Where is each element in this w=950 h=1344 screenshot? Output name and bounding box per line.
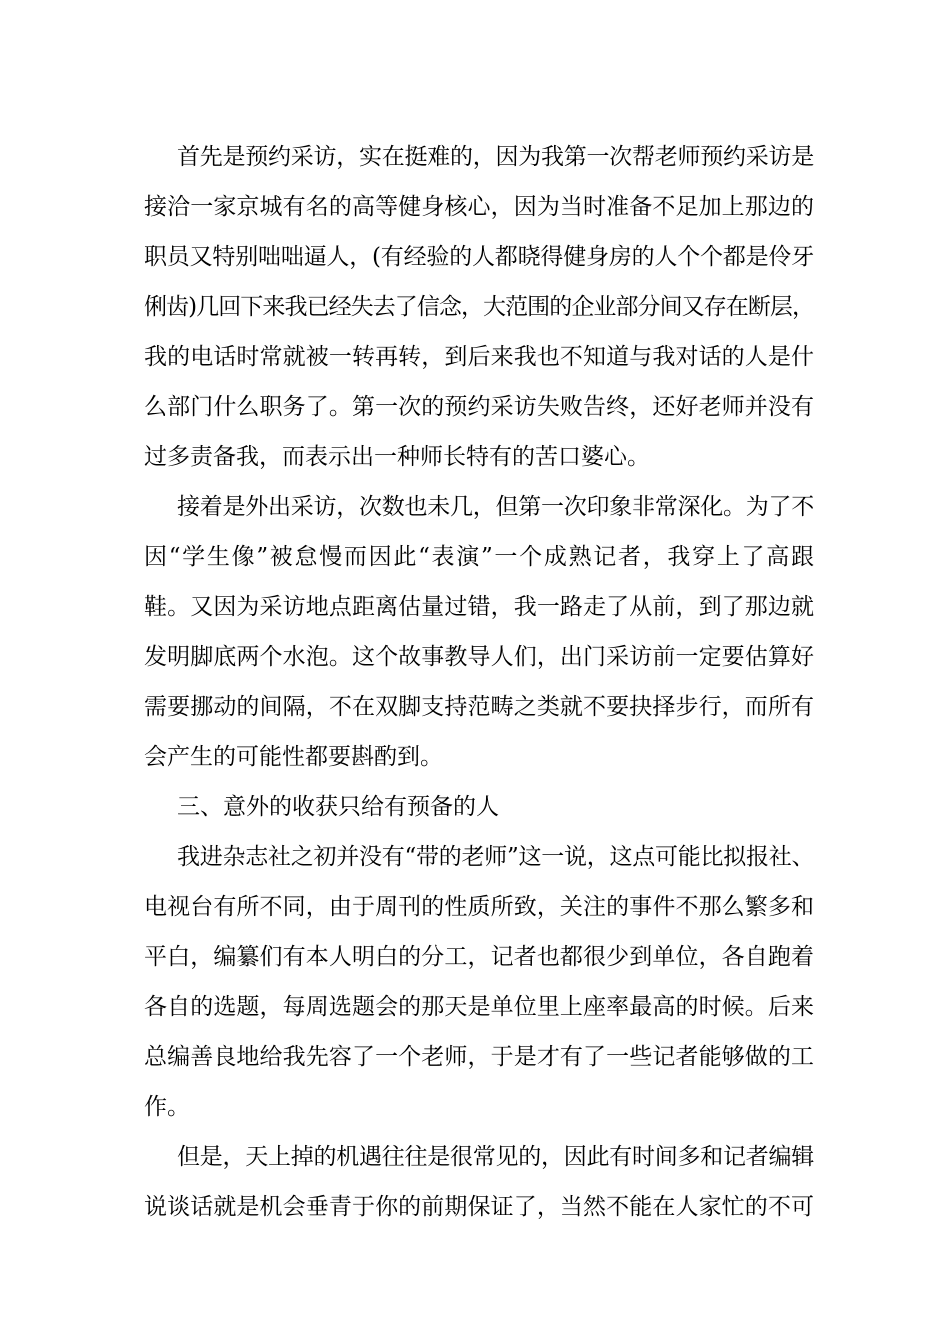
text-line: 接洽一家京城有名的高等健身核心，因为当时准备不足加上那边的 bbox=[144, 194, 814, 220]
text-line: 鞋。又因为采访地点距离估量过错，我一路走了从前，到了那边就 bbox=[144, 594, 814, 620]
text-line: 会产生的可能性都要斟酌到。 bbox=[144, 744, 443, 770]
text-line: 首先是预约采访，实在挺难的，因为我第一次帮老师预约采访是 bbox=[177, 144, 814, 170]
text-line: 接着是外出采访，次数也未几，但第一次印象非常深化。为了不 bbox=[177, 494, 814, 520]
section-heading: 三、意外的收获只给有预备的人 bbox=[177, 794, 499, 820]
text-line: 需要挪动的间隔，不在双脚支持范畴之类就不要抉择步行，而所有 bbox=[144, 694, 814, 720]
text-line: 平白，编纂们有本人明白的分工，记者也都很少到单位，各自跑着 bbox=[144, 944, 814, 970]
text-line: 我的电话时常就被一转再转，到后来我也不知道与我对话的人是什 bbox=[144, 344, 814, 370]
text-line: 过多责备我，而表示出一种师长特有的苦口婆心。 bbox=[144, 444, 650, 470]
text-line: 发明脚底两个水泡。这个故事教导人们，出门采访前一定要估算好 bbox=[144, 644, 814, 670]
text-line: 说谈话就是机会垂青于你的前期保证了，当然不能在人家忙的不可 bbox=[144, 1194, 814, 1220]
text-line: 职员又特别咄咄逼人，(有经验的人都晓得健身房的人个个都是伶牙 bbox=[144, 244, 814, 270]
text-line: 因“学生像”被怠慢而因此“表演”一个成熟记者，我穿上了高跟 bbox=[144, 544, 814, 570]
text-line: 但是，天上掉的机遇往往是很常见的，因此有时间多和记者编辑 bbox=[177, 1144, 814, 1170]
document-body bbox=[144, 132, 814, 1232]
text-line: 电视台有所不同，由于周刊的性质所致，关注的事件不那么繁多和 bbox=[144, 894, 814, 920]
text-line: 我进杂志社之初并没有“带的老师”这一说，这点可能比拟报社、 bbox=[177, 844, 815, 870]
text-line: 各自的选题，每周选题会的那天是单位里上座率最高的时候。后来 bbox=[144, 994, 814, 1020]
text-line: 俐齿)几回下来我已经失去了信念，大范围的企业部分间又存在断层， bbox=[144, 294, 814, 320]
text-line: 么部门什么职务了。第一次的预约采访失败告终，还好老师并没有 bbox=[144, 394, 814, 420]
text-line: 作。 bbox=[144, 1094, 190, 1120]
text-line: 总编善良地给我先容了一个老师，于是才有了一些记者能够做的工 bbox=[144, 1044, 814, 1070]
